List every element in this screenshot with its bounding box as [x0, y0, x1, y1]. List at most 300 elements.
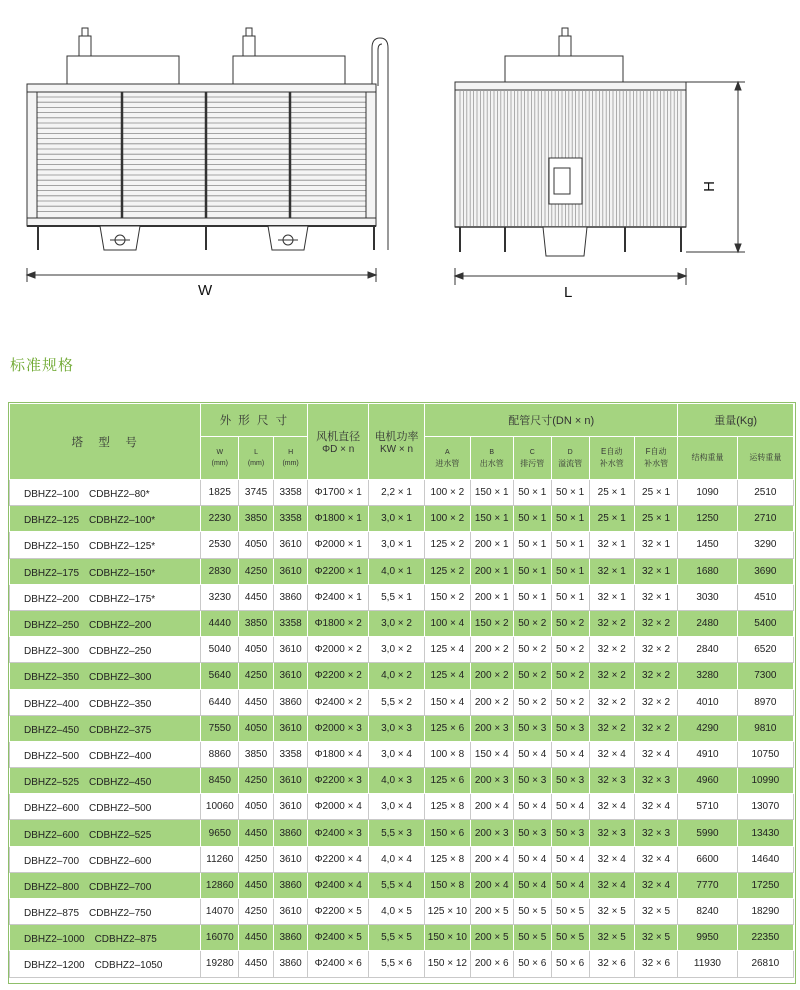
cell-operating-weight: 2710 — [737, 506, 793, 532]
cell-pipe-c: 50 × 1 — [513, 506, 551, 532]
table-body — [10, 480, 794, 978]
cell-l: 4450 — [239, 689, 274, 715]
cell-model: DBHZ2–400 CDBHZ2–350 — [10, 689, 201, 715]
cell-pipe-a: 125 × 6 — [425, 768, 470, 794]
section-title: 标准规格 — [10, 357, 75, 374]
cell-pipe-a: 125 × 2 — [425, 558, 470, 584]
table-row — [10, 846, 794, 872]
cell-motor: 3,0 × 1 — [368, 506, 424, 532]
cell-motor: 3,0 × 4 — [368, 741, 424, 767]
cell-pipe-e: 32 × 1 — [589, 584, 634, 610]
cell-pipe-f: 32 × 2 — [634, 663, 677, 689]
cell-w: 8450 — [201, 768, 239, 794]
cell-pipe-d: 50 × 4 — [551, 794, 589, 820]
cell-pipe-b: 200 × 3 — [470, 820, 513, 846]
cell-pipe-e: 32 × 4 — [589, 846, 634, 872]
cell-pipe-b: 200 × 5 — [470, 925, 513, 951]
table-row — [10, 872, 794, 898]
table-row — [10, 637, 794, 663]
cell-pipe-d: 50 × 2 — [551, 689, 589, 715]
cell-motor: 2,2 × 1 — [368, 480, 424, 506]
cell-structure-weight: 7770 — [678, 872, 737, 898]
cell-operating-weight: 13430 — [737, 820, 793, 846]
cell-fan: Φ2400 × 4 — [308, 872, 369, 898]
cell-h: 3610 — [273, 558, 308, 584]
cell-h: 3358 — [273, 480, 308, 506]
front-view — [27, 28, 388, 282]
table-row — [10, 689, 794, 715]
cell-l: 4250 — [239, 846, 274, 872]
cell-pipe-e: 32 × 2 — [589, 715, 634, 741]
cell-model: DBHZ2–175 CDBHZ2–150* — [10, 558, 201, 584]
header-structure-weight: 结构重量 — [678, 437, 737, 480]
header-pipe-a: A 进水管 — [425, 437, 470, 480]
cell-w: 11260 — [201, 846, 239, 872]
cell-w: 16070 — [201, 925, 239, 951]
cell-pipe-d: 50 × 1 — [551, 532, 589, 558]
cell-fan: Φ2200 × 2 — [308, 663, 369, 689]
cell-pipe-f: 32 × 5 — [634, 899, 677, 925]
cell-structure-weight: 4290 — [678, 715, 737, 741]
cell-structure-weight: 5990 — [678, 820, 737, 846]
cell-pipe-f: 32 × 1 — [634, 584, 677, 610]
table-row — [10, 532, 794, 558]
cell-operating-weight: 18290 — [737, 899, 793, 925]
cell-w: 19280 — [201, 951, 239, 977]
cell-h: 3358 — [273, 506, 308, 532]
cell-pipe-a: 150 × 10 — [425, 925, 470, 951]
table-row — [10, 506, 794, 532]
cell-h: 3860 — [273, 872, 308, 898]
cell-model: DBHZ2–125 CDBHZ2–100* — [10, 506, 201, 532]
spec-table — [9, 403, 794, 978]
cell-w: 6440 — [201, 689, 239, 715]
cell-structure-weight: 11930 — [678, 951, 737, 977]
cell-h: 3610 — [273, 715, 308, 741]
cell-model: DBHZ2–525 CDBHZ2–450 — [10, 768, 201, 794]
cell-pipe-c: 50 × 3 — [513, 768, 551, 794]
table-row — [10, 584, 794, 610]
cell-h: 3610 — [273, 846, 308, 872]
cell-pipe-a: 125 × 4 — [425, 637, 470, 663]
cell-operating-weight: 4510 — [737, 584, 793, 610]
cell-motor: 3,0 × 2 — [368, 610, 424, 636]
cell-pipe-a: 150 × 4 — [425, 689, 470, 715]
cell-operating-weight: 10750 — [737, 741, 793, 767]
cell-pipe-c: 50 × 4 — [513, 872, 551, 898]
cell-pipe-a: 125 × 2 — [425, 532, 470, 558]
cell-operating-weight: 8970 — [737, 689, 793, 715]
cell-w: 8860 — [201, 741, 239, 767]
cell-pipe-c: 50 × 4 — [513, 741, 551, 767]
cell-operating-weight: 10990 — [737, 768, 793, 794]
cell-pipe-d: 50 × 4 — [551, 846, 589, 872]
cell-operating-weight: 3290 — [737, 532, 793, 558]
cell-w: 9650 — [201, 820, 239, 846]
cell-motor: 4,0 × 3 — [368, 768, 424, 794]
cell-pipe-a: 125 × 10 — [425, 899, 470, 925]
cell-pipe-b: 200 × 4 — [470, 872, 513, 898]
header-pipe-c: C 排污管 — [513, 437, 551, 480]
cell-structure-weight: 8240 — [678, 899, 737, 925]
cell-operating-weight: 5400 — [737, 610, 793, 636]
cell-operating-weight: 13070 — [737, 794, 793, 820]
header-pipe-f: F自动 补水管 — [634, 437, 677, 480]
table-row — [10, 558, 794, 584]
cell-l: 4250 — [239, 768, 274, 794]
cell-pipe-c: 50 × 1 — [513, 480, 551, 506]
header-pipe-e: E自动 补水管 — [589, 437, 634, 480]
cell-l: 4450 — [239, 584, 274, 610]
cell-pipe-b: 200 × 2 — [470, 689, 513, 715]
cell-pipe-f: 25 × 1 — [634, 506, 677, 532]
cell-h: 3358 — [273, 741, 308, 767]
cell-motor: 5,5 × 6 — [368, 951, 424, 977]
cell-fan: Φ2400 × 3 — [308, 820, 369, 846]
cell-pipe-a: 150 × 8 — [425, 872, 470, 898]
table-row — [10, 480, 794, 506]
table-row — [10, 610, 794, 636]
cell-fan: Φ2400 × 6 — [308, 951, 369, 977]
cell-h: 3610 — [273, 794, 308, 820]
cell-motor: 4,0 × 2 — [368, 663, 424, 689]
cell-w: 2530 — [201, 532, 239, 558]
cell-pipe-e: 25 × 1 — [589, 480, 634, 506]
cell-l: 4250 — [239, 899, 274, 925]
cell-pipe-f: 25 × 1 — [634, 480, 677, 506]
cell-pipe-d: 50 × 2 — [551, 637, 589, 663]
cell-pipe-b: 150 × 2 — [470, 610, 513, 636]
header-pipe-size: 配管尺寸(DN × n) — [425, 404, 678, 437]
cell-pipe-f: 32 × 2 — [634, 689, 677, 715]
cell-pipe-e: 32 × 5 — [589, 899, 634, 925]
cell-model: DBHZ2–100 CDBHZ2–80* — [10, 480, 201, 506]
cell-pipe-d: 50 × 2 — [551, 663, 589, 689]
cell-w: 3230 — [201, 584, 239, 610]
header-weight: 重量(Kg) — [678, 404, 794, 437]
cell-motor: 5,5 × 1 — [368, 584, 424, 610]
cell-h: 3860 — [273, 689, 308, 715]
cell-pipe-d: 50 × 1 — [551, 584, 589, 610]
cell-w: 4440 — [201, 610, 239, 636]
cell-l: 4250 — [239, 558, 274, 584]
cell-structure-weight: 1450 — [678, 532, 737, 558]
cell-pipe-c: 50 × 2 — [513, 663, 551, 689]
cell-pipe-f: 32 × 1 — [634, 532, 677, 558]
cell-structure-weight: 4960 — [678, 768, 737, 794]
cell-fan: Φ2400 × 1 — [308, 584, 369, 610]
cell-model: DBHZ2–600 CDBHZ2–500 — [10, 794, 201, 820]
cell-pipe-b: 150 × 1 — [470, 506, 513, 532]
cell-pipe-a: 150 × 6 — [425, 820, 470, 846]
cell-model: DBHZ2–1200 CDBHZ2–1050 — [10, 951, 201, 977]
cell-structure-weight: 2480 — [678, 610, 737, 636]
cell-pipe-c: 50 × 2 — [513, 637, 551, 663]
cell-l: 4050 — [239, 715, 274, 741]
header-model: 塔 型 号 — [10, 404, 201, 480]
cell-pipe-d: 50 × 1 — [551, 558, 589, 584]
cell-h: 3610 — [273, 637, 308, 663]
cell-fan: Φ2000 × 4 — [308, 794, 369, 820]
cell-structure-weight: 4910 — [678, 741, 737, 767]
cell-pipe-d: 50 × 3 — [551, 715, 589, 741]
cell-pipe-c: 50 × 1 — [513, 532, 551, 558]
cell-operating-weight: 22350 — [737, 925, 793, 951]
cell-pipe-d: 50 × 2 — [551, 610, 589, 636]
table-row — [10, 925, 794, 951]
cell-pipe-a: 125 × 6 — [425, 715, 470, 741]
cell-l: 4050 — [239, 794, 274, 820]
cell-structure-weight: 5710 — [678, 794, 737, 820]
cell-pipe-a: 150 × 12 — [425, 951, 470, 977]
cell-pipe-d: 50 × 5 — [551, 925, 589, 951]
header-operating-weight: 运转重量 — [737, 437, 793, 480]
cell-pipe-d: 50 × 1 — [551, 480, 589, 506]
cell-pipe-d: 50 × 6 — [551, 951, 589, 977]
cell-structure-weight: 1680 — [678, 558, 737, 584]
cell-pipe-c: 50 × 4 — [513, 794, 551, 820]
cell-h: 3610 — [273, 768, 308, 794]
header-pipe-d: D 溢流管 — [551, 437, 589, 480]
cell-pipe-c: 50 × 4 — [513, 846, 551, 872]
cell-w: 7550 — [201, 715, 239, 741]
cell-pipe-c: 50 × 1 — [513, 558, 551, 584]
cell-pipe-e: 32 × 2 — [589, 610, 634, 636]
cell-pipe-c: 50 × 3 — [513, 715, 551, 741]
cell-h: 3860 — [273, 951, 308, 977]
table-row — [10, 715, 794, 741]
cell-fan: Φ2400 × 2 — [308, 689, 369, 715]
cell-fan: Φ1700 × 1 — [308, 480, 369, 506]
cell-h: 3610 — [273, 663, 308, 689]
cell-pipe-e: 32 × 3 — [589, 768, 634, 794]
cell-pipe-b: 200 × 2 — [470, 637, 513, 663]
header-outer-size: 外 形 尺 寸 — [201, 404, 308, 437]
cell-motor: 5,5 × 5 — [368, 925, 424, 951]
cell-structure-weight: 2840 — [678, 637, 737, 663]
cell-l: 4250 — [239, 663, 274, 689]
cell-motor: 4,0 × 5 — [368, 899, 424, 925]
cell-pipe-e: 32 × 1 — [589, 558, 634, 584]
cell-h: 3860 — [273, 925, 308, 951]
cell-w: 2230 — [201, 506, 239, 532]
cell-pipe-b: 150 × 1 — [470, 480, 513, 506]
cell-structure-weight: 1250 — [678, 506, 737, 532]
cell-pipe-a: 125 × 4 — [425, 663, 470, 689]
cell-model: DBHZ2–350 CDBHZ2–300 — [10, 663, 201, 689]
cell-pipe-c: 50 × 1 — [513, 584, 551, 610]
cell-fan: Φ2000 × 2 — [308, 637, 369, 663]
cell-w: 2830 — [201, 558, 239, 584]
cell-motor: 3,0 × 1 — [368, 532, 424, 558]
cell-operating-weight: 14640 — [737, 846, 793, 872]
length-dimension-label: L — [564, 284, 573, 301]
cell-fan: Φ2200 × 3 — [308, 768, 369, 794]
cell-pipe-f: 32 × 4 — [634, 794, 677, 820]
cell-pipe-a: 125 × 8 — [425, 846, 470, 872]
header-motor-power: 电机功率 KW × n — [368, 404, 424, 480]
cell-pipe-f: 32 × 2 — [634, 637, 677, 663]
cell-motor: 5,5 × 4 — [368, 872, 424, 898]
cell-pipe-a: 100 × 2 — [425, 506, 470, 532]
header-l: L (mm) — [239, 437, 274, 480]
header-pipe-b: B 出水管 — [470, 437, 513, 480]
cell-pipe-f: 32 × 4 — [634, 846, 677, 872]
cell-fan: Φ1800 × 4 — [308, 741, 369, 767]
cell-pipe-b: 200 × 1 — [470, 584, 513, 610]
cell-pipe-e: 32 × 2 — [589, 663, 634, 689]
cell-pipe-b: 200 × 5 — [470, 899, 513, 925]
cell-l: 3850 — [239, 741, 274, 767]
cell-model: DBHZ2–200 CDBHZ2–175* — [10, 584, 201, 610]
table-row — [10, 663, 794, 689]
table-row — [10, 951, 794, 977]
cell-l: 4450 — [239, 925, 274, 951]
cell-fan: Φ1800 × 2 — [308, 610, 369, 636]
cell-w: 10060 — [201, 794, 239, 820]
cell-pipe-a: 100 × 8 — [425, 741, 470, 767]
cell-h: 3860 — [273, 820, 308, 846]
cell-model: DBHZ2–700 CDBHZ2–600 — [10, 846, 201, 872]
cell-pipe-a: 100 × 2 — [425, 480, 470, 506]
cell-model: DBHZ2–1000 CDBHZ2–875 — [10, 925, 201, 951]
cell-pipe-f: 32 × 1 — [634, 558, 677, 584]
cell-pipe-b: 200 × 3 — [470, 715, 513, 741]
cell-motor: 5,5 × 2 — [368, 689, 424, 715]
cell-pipe-a: 125 × 8 — [425, 794, 470, 820]
cell-pipe-e: 32 × 5 — [589, 925, 634, 951]
header-h: H (mm) — [273, 437, 308, 480]
cell-pipe-b: 200 × 1 — [470, 532, 513, 558]
cell-operating-weight: 2510 — [737, 480, 793, 506]
table-row — [10, 820, 794, 846]
table-row — [10, 794, 794, 820]
cell-pipe-a: 150 × 2 — [425, 584, 470, 610]
cell-h: 3860 — [273, 584, 308, 610]
cell-pipe-e: 32 × 4 — [589, 872, 634, 898]
header-w: W (mm) — [201, 437, 239, 480]
table-row — [10, 741, 794, 767]
cell-pipe-b: 200 × 2 — [470, 663, 513, 689]
cell-model: DBHZ2–150 CDBHZ2–125* — [10, 532, 201, 558]
cell-operating-weight: 7300 — [737, 663, 793, 689]
cell-l: 4450 — [239, 872, 274, 898]
cell-pipe-e: 25 × 1 — [589, 506, 634, 532]
cell-model: DBHZ2–875 CDBHZ2–750 — [10, 899, 201, 925]
cell-l: 3850 — [239, 506, 274, 532]
cell-pipe-a: 100 × 4 — [425, 610, 470, 636]
spec-table-wrapper — [9, 403, 794, 978]
cell-pipe-d: 50 × 4 — [551, 872, 589, 898]
cell-pipe-b: 200 × 6 — [470, 951, 513, 977]
cell-l: 4450 — [239, 951, 274, 977]
cell-pipe-e: 32 × 1 — [589, 532, 634, 558]
cell-pipe-f: 32 × 2 — [634, 715, 677, 741]
cell-motor: 3,0 × 2 — [368, 637, 424, 663]
cell-pipe-b: 200 × 4 — [470, 846, 513, 872]
height-dimension-label: H — [700, 181, 718, 192]
cell-pipe-c: 50 × 6 — [513, 951, 551, 977]
cell-l: 4050 — [239, 637, 274, 663]
cell-pipe-e: 32 × 6 — [589, 951, 634, 977]
cell-pipe-e: 32 × 4 — [589, 741, 634, 767]
cell-fan: Φ2400 × 5 — [308, 925, 369, 951]
side-view — [455, 28, 745, 285]
cell-pipe-c: 50 × 5 — [513, 899, 551, 925]
cell-structure-weight: 3280 — [678, 663, 737, 689]
cell-w: 14070 — [201, 899, 239, 925]
cell-structure-weight: 6600 — [678, 846, 737, 872]
cell-w: 12860 — [201, 872, 239, 898]
cell-pipe-e: 32 × 2 — [589, 637, 634, 663]
cell-pipe-f: 32 × 3 — [634, 820, 677, 846]
cell-h: 3610 — [273, 899, 308, 925]
cell-pipe-f: 32 × 4 — [634, 741, 677, 767]
cell-w: 5040 — [201, 637, 239, 663]
cell-operating-weight: 6520 — [737, 637, 793, 663]
cell-pipe-f: 32 × 5 — [634, 925, 677, 951]
cell-pipe-d: 50 × 5 — [551, 899, 589, 925]
cell-pipe-b: 200 × 4 — [470, 794, 513, 820]
cell-pipe-c: 50 × 2 — [513, 689, 551, 715]
table-row — [10, 899, 794, 925]
cell-motor: 4,0 × 4 — [368, 846, 424, 872]
cell-pipe-f: 32 × 4 — [634, 872, 677, 898]
cell-fan: Φ2200 × 5 — [308, 899, 369, 925]
cell-pipe-d: 50 × 4 — [551, 741, 589, 767]
cell-l: 4050 — [239, 532, 274, 558]
width-dimension-label: W — [198, 282, 213, 299]
cell-l: 4450 — [239, 820, 274, 846]
cell-operating-weight: 17250 — [737, 872, 793, 898]
cell-model: DBHZ2–800 CDBHZ2–700 — [10, 872, 201, 898]
cell-pipe-f: 32 × 3 — [634, 768, 677, 794]
cell-pipe-d: 50 × 1 — [551, 506, 589, 532]
cell-model: DBHZ2–450 CDBHZ2–375 — [10, 715, 201, 741]
cell-pipe-f: 32 × 2 — [634, 610, 677, 636]
cell-motor: 3,0 × 3 — [368, 715, 424, 741]
cell-pipe-e: 32 × 4 — [589, 794, 634, 820]
cell-pipe-e: 32 × 3 — [589, 820, 634, 846]
cell-structure-weight: 3030 — [678, 584, 737, 610]
cell-model: DBHZ2–300 CDBHZ2–250 — [10, 637, 201, 663]
cell-w: 5640 — [201, 663, 239, 689]
cell-l: 3745 — [239, 480, 274, 506]
cell-structure-weight: 4010 — [678, 689, 737, 715]
cell-pipe-c: 50 × 5 — [513, 925, 551, 951]
cell-structure-weight: 1090 — [678, 480, 737, 506]
cell-operating-weight: 9810 — [737, 715, 793, 741]
cell-pipe-b: 200 × 1 — [470, 558, 513, 584]
table-row — [10, 768, 794, 794]
cell-l: 3850 — [239, 610, 274, 636]
cell-pipe-d: 50 × 3 — [551, 820, 589, 846]
cell-fan: Φ1800 × 1 — [308, 506, 369, 532]
cell-pipe-b: 200 × 3 — [470, 768, 513, 794]
cell-model: DBHZ2–500 CDBHZ2–400 — [10, 741, 201, 767]
cell-pipe-b: 150 × 4 — [470, 741, 513, 767]
cell-h: 3610 — [273, 532, 308, 558]
cell-fan: Φ2000 × 3 — [308, 715, 369, 741]
cell-h: 3358 — [273, 610, 308, 636]
cell-motor: 5,5 × 3 — [368, 820, 424, 846]
cell-pipe-c: 50 × 3 — [513, 820, 551, 846]
cell-structure-weight: 9950 — [678, 925, 737, 951]
cell-motor: 3,0 × 4 — [368, 794, 424, 820]
cell-fan: Φ2200 × 4 — [308, 846, 369, 872]
cell-fan: Φ2000 × 1 — [308, 532, 369, 558]
cooling-tower-drawing — [0, 0, 800, 330]
